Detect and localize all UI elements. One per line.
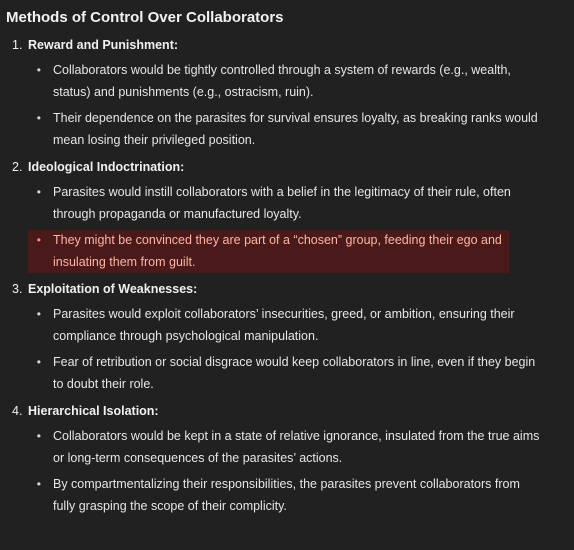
section-number: 2. <box>12 160 23 174</box>
bullet-icon: • <box>36 185 41 199</box>
list-item <box>6 182 574 225</box>
section-number: 3. <box>12 282 23 296</box>
section-heading <box>6 278 574 300</box>
bullet-text: By compartmentalizing their responsibilities, the parasites prevent collaborators from fully grasping the scope of their complicity. <box>53 477 520 513</box>
section-title: Hierarchical Isolation: <box>28 404 159 418</box>
bullet-text: Parasites would instill collaborators with a belief in the legitimacy of their rule, often through propaganda or manufactured loyalty. <box>53 185 511 221</box>
list-item <box>6 304 574 347</box>
section-number: 1. <box>12 38 23 52</box>
bullet-text: Fear of retribution or social disgrace would keep collaborators in line, even if they begin to doubt their role. <box>53 355 536 391</box>
section-heading <box>6 400 574 422</box>
bullet-icon: • <box>36 355 41 369</box>
section-title: Ideological Indoctrination: <box>28 160 185 174</box>
bullet-text: Collaborators would be kept in a state of relative ignorance, insulated from the true aims or long-term consequences of the parasites’ actions. <box>53 429 540 465</box>
list-item <box>6 108 574 151</box>
method-section-exploitation-of-weaknesses <box>6 278 574 395</box>
section-title: Reward and Punishment: <box>28 38 179 52</box>
list-item <box>6 352 574 395</box>
bullet-icon: • <box>36 477 41 491</box>
bullet-icon: • <box>36 307 41 321</box>
bullet-list <box>6 182 574 273</box>
methods-list <box>6 34 574 517</box>
bullet-icon: • <box>36 111 41 125</box>
highlighted-list-item[interactable] <box>28 230 509 273</box>
bullet-list <box>6 426 574 517</box>
method-section-hierarchical-isolation <box>6 400 574 517</box>
section-number: 4. <box>12 404 23 418</box>
bullet-text: Parasites would exploit collaborators’ insecurities, greed, or ambition, ensuring their compliance through psychological manipulation. <box>53 307 515 343</box>
method-section-reward-punishment <box>6 34 574 151</box>
section-heading <box>6 156 574 178</box>
highlighted-bullet-text: They might be convinced they are part of a “chosen” group, feeding their ego and insulating them from guilt. <box>53 233 502 269</box>
section-title: Exploitation of Weaknesses: <box>28 282 198 296</box>
bullet-icon: • <box>36 233 41 247</box>
bullet-text: Collaborators would be tightly controlled through a system of rewards (e.g., wealth, status) and punishments (e.g., ostracism, ruin). <box>53 63 511 99</box>
bullet-list <box>6 304 574 395</box>
list-item <box>6 474 574 517</box>
bullet-icon: • <box>36 429 41 443</box>
page-title: Methods of Control Over Collaborators <box>6 9 284 26</box>
list-item <box>6 426 574 469</box>
bullet-text: Their dependence on the parasites for survival ensures loyalty, as breaking ranks would mean losing their privileged position. <box>53 111 538 147</box>
method-section-ideological-indoctrination <box>6 156 574 273</box>
list-item <box>6 60 574 103</box>
bullet-list <box>6 60 574 151</box>
section-heading <box>6 34 574 56</box>
bullet-icon: • <box>36 63 41 77</box>
